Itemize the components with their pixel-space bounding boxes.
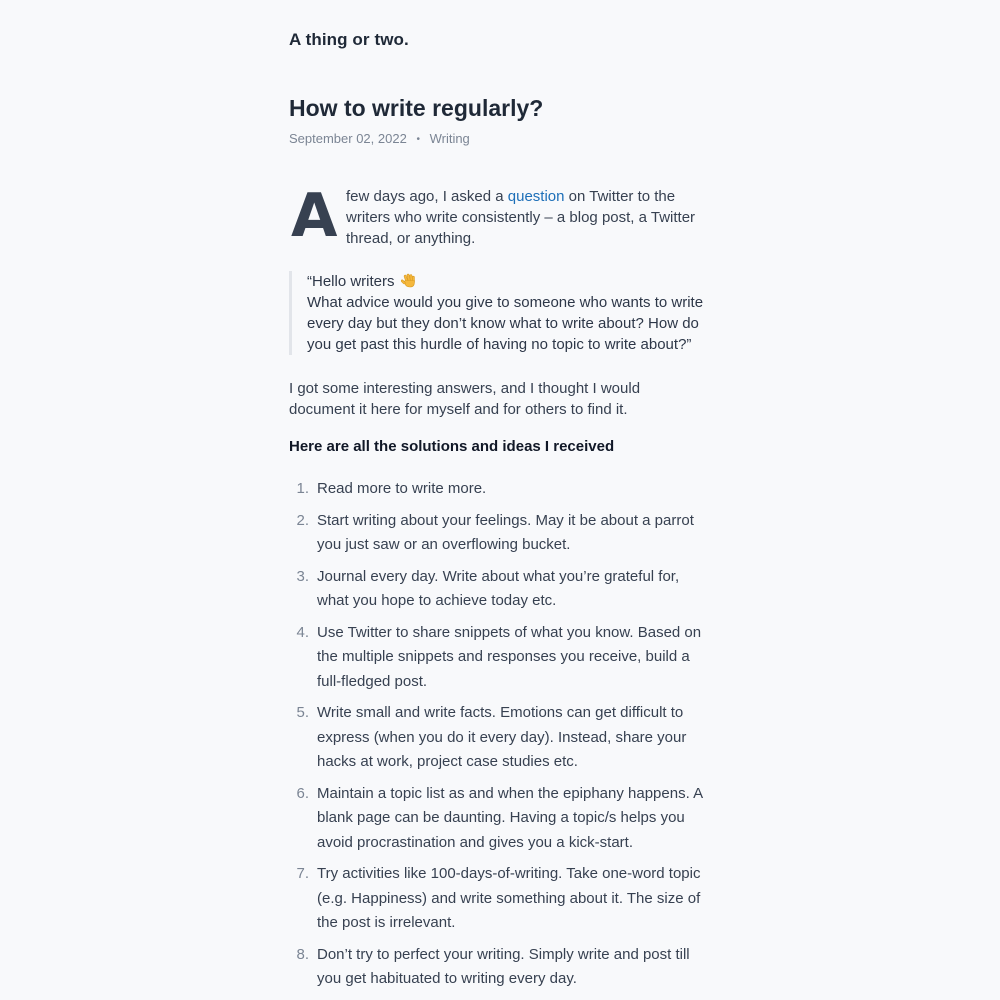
intro-text-end: on Twitter to the writers who write consistently – a blog post, a Twitter thread, or anything. bbox=[346, 188, 696, 247]
list-item-number: 5. bbox=[296, 704, 309, 721]
quote-line-1: “Hello writers bbox=[307, 273, 395, 290]
list-item bbox=[289, 509, 709, 558]
list-item bbox=[289, 477, 709, 502]
post-title: How to write regularly? bbox=[289, 95, 544, 121]
list-item-number: 1. bbox=[296, 480, 309, 497]
answers-paragraph: I got some interesting answers, and I thought I would document it here for myself and for others to find it. bbox=[289, 380, 641, 418]
waving-hand-icon bbox=[401, 272, 417, 288]
list-item bbox=[289, 565, 709, 614]
list-item bbox=[289, 621, 709, 695]
quote-block bbox=[289, 271, 719, 355]
list-item bbox=[289, 782, 709, 856]
post-category-link[interactable]: Writing bbox=[429, 131, 470, 146]
intro-text-start: few days ago, I asked a bbox=[346, 188, 508, 205]
list-item-number: 6. bbox=[296, 784, 309, 802]
question-link[interactable]: question bbox=[507, 188, 565, 205]
list-item-text: Write small and write facts. Emotions can get difficult to express (when you do it every day). Instead, share your hacks at work, project case studies etc. bbox=[317, 704, 687, 770]
intro-paragraph bbox=[289, 181, 709, 255]
list-item-text: Read more to write more. bbox=[317, 480, 487, 497]
list-item bbox=[289, 943, 709, 992]
list-item-text: Start writing about your feelings. May it be about a parrot you just saw or an overflowing bucket. bbox=[317, 511, 694, 553]
list-item-number: 7. bbox=[296, 865, 309, 882]
list-item-text: Use Twitter to share snippets of what you know. Based on the multiple snippets and responses you receive, build a full-fledged post. bbox=[317, 623, 702, 690]
post-meta bbox=[289, 131, 470, 146]
site-title-link[interactable]: A thing or two. bbox=[289, 30, 409, 49]
list-item-text: Journal every day. Write about what you’re grateful for, what you hope to achieve today etc. bbox=[317, 567, 680, 609]
list-item-text: Try activities like 100-days-of-writing. Take one-word topic (e.g. Happiness) and write something about it. The size of the post is irrelevant. bbox=[317, 865, 701, 931]
solutions-list bbox=[289, 477, 709, 999]
list-item-text: Maintain a topic list as and when the epiphany happens. A blank page can be daunting. Having a topic/s helps you avoid procrastination and gives you a kick-start. bbox=[317, 784, 703, 851]
list-item bbox=[289, 862, 709, 936]
list-item-number: 3. bbox=[296, 567, 309, 585]
quote-question: What advice would you give to someone who wants to write every day but they don’t know what to write about? How do you get past this hurdle of having no topic to write about?” bbox=[307, 294, 704, 353]
list-item-text: Don’t try to perfect your writing. Simply write and post till you get habituated to writing every day. bbox=[317, 945, 690, 987]
list-item-number: 4. bbox=[296, 623, 309, 641]
quote-greeting bbox=[307, 271, 719, 292]
solutions-heading: Here are all the solutions and ideas I received bbox=[289, 438, 615, 455]
list-item-number: 2. bbox=[296, 511, 309, 529]
list-item-number: 8. bbox=[296, 945, 309, 963]
dropcap-letter: A bbox=[291, 181, 338, 251]
post-date: September 02, 2022 bbox=[289, 131, 407, 146]
list-item bbox=[289, 701, 709, 775]
meta-separator: • bbox=[416, 134, 420, 145]
intro-text bbox=[346, 186, 711, 249]
